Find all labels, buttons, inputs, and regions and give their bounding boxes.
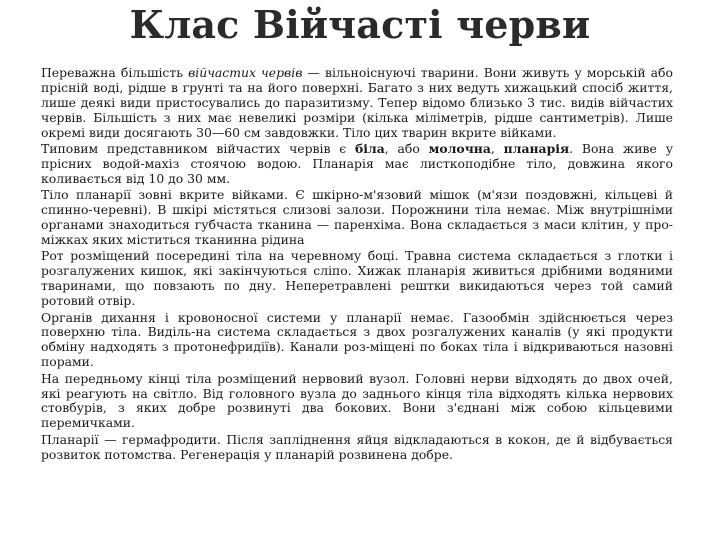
text-run: молочна [428, 141, 491, 157]
text-run: планарія [503, 141, 570, 157]
text-run: Переважна більшість [41, 65, 189, 80]
text-run: , [490, 141, 504, 157]
paragraph [41, 433, 673, 463]
slide-title: Клас Війчасті черви [129, 2, 591, 47]
paragraph [41, 372, 673, 432]
text-run: Планарії — гермафродити. Після запліднення яйця відкладаються в кокон, де й відбувається розвиток потомства. Регенерація у планарій розвинена добре. [41, 431, 673, 462]
paragraph [41, 142, 673, 187]
text-run: — вільноіснуючі тварини. Вони живуть у морській або прісній воді, рідше в грунті та на його поверхні. Багато з них ведуть хижацький спосіб життя, лише деякі види пристосувались до паразитизму. Тепер відомо близько 3 тис. видів війчастих червів. Більшість з них має невеликі розміри (кілька міліметрів, рідше сантиметрів). Лише окремі види досягають 30—60 см завдовжки. Тіло цих тварин вкрите війками. [41, 65, 673, 140]
text-run: , або [384, 141, 429, 157]
text-run: Тіло планарії зовні вкрите війками. Є шкірно-м'язовий мішок (м'язи поздовжні, кільцеві й спинно-черевні). В шкірі містяться слизові залози. Порожнини тіла немає. Між внутрішніми органами знаходиться губчаста тканина — паренхіма. Вона складається з маси клітин, у про-міжках яких міститься тканинна рідина [41, 187, 673, 247]
paragraph [41, 311, 673, 371]
paragraph [41, 66, 673, 141]
text-run: війчастих червів [188, 65, 303, 80]
text-run: На передньому кінці тіла розміщений нервовий вузол. Головні нерви відходять до двох очей, які реагують на світло. Від головного вузла до заднього кінця тіла відходять кілька нервових стовбурів, з яких добре розвинуті два бокових. Вони з'єднані між собою кільцевими перемичками. [41, 370, 673, 431]
paragraph [41, 249, 673, 309]
text-run: Рот розміщений посередині тіла на черевному боці. Травна система складається з глотки і розгалужених кишок, які закінчуються сліпо. Хижак планарія живиться дрібними водяними тваринами, що повзають по дну. Неперетравлені рештки викидаються через той самий ротовий отвір. [41, 248, 673, 309]
text-run: . Вона живе у прісних водой-махіз стоячою водою. Планарія має листкоподібне тіло, довжина якого коливається від 10 до 30 мм. [41, 141, 673, 186]
paragraph [41, 188, 673, 248]
text-run: Типовим представником війчастих червів є [41, 141, 356, 157]
text-run: Органів дихання і кровоносної системи у планарії немає. Газообмін здійснюється через поверхню тіла. Виділь-на система складається з двох розгалужених каналів (у які продукти обміну надходять з протонефридіїв). Канали роз-міщені по боках тіла і відкриваються назовні порами. [41, 309, 673, 370]
slide-body [41, 66, 673, 464]
text-run: біла [355, 141, 385, 157]
